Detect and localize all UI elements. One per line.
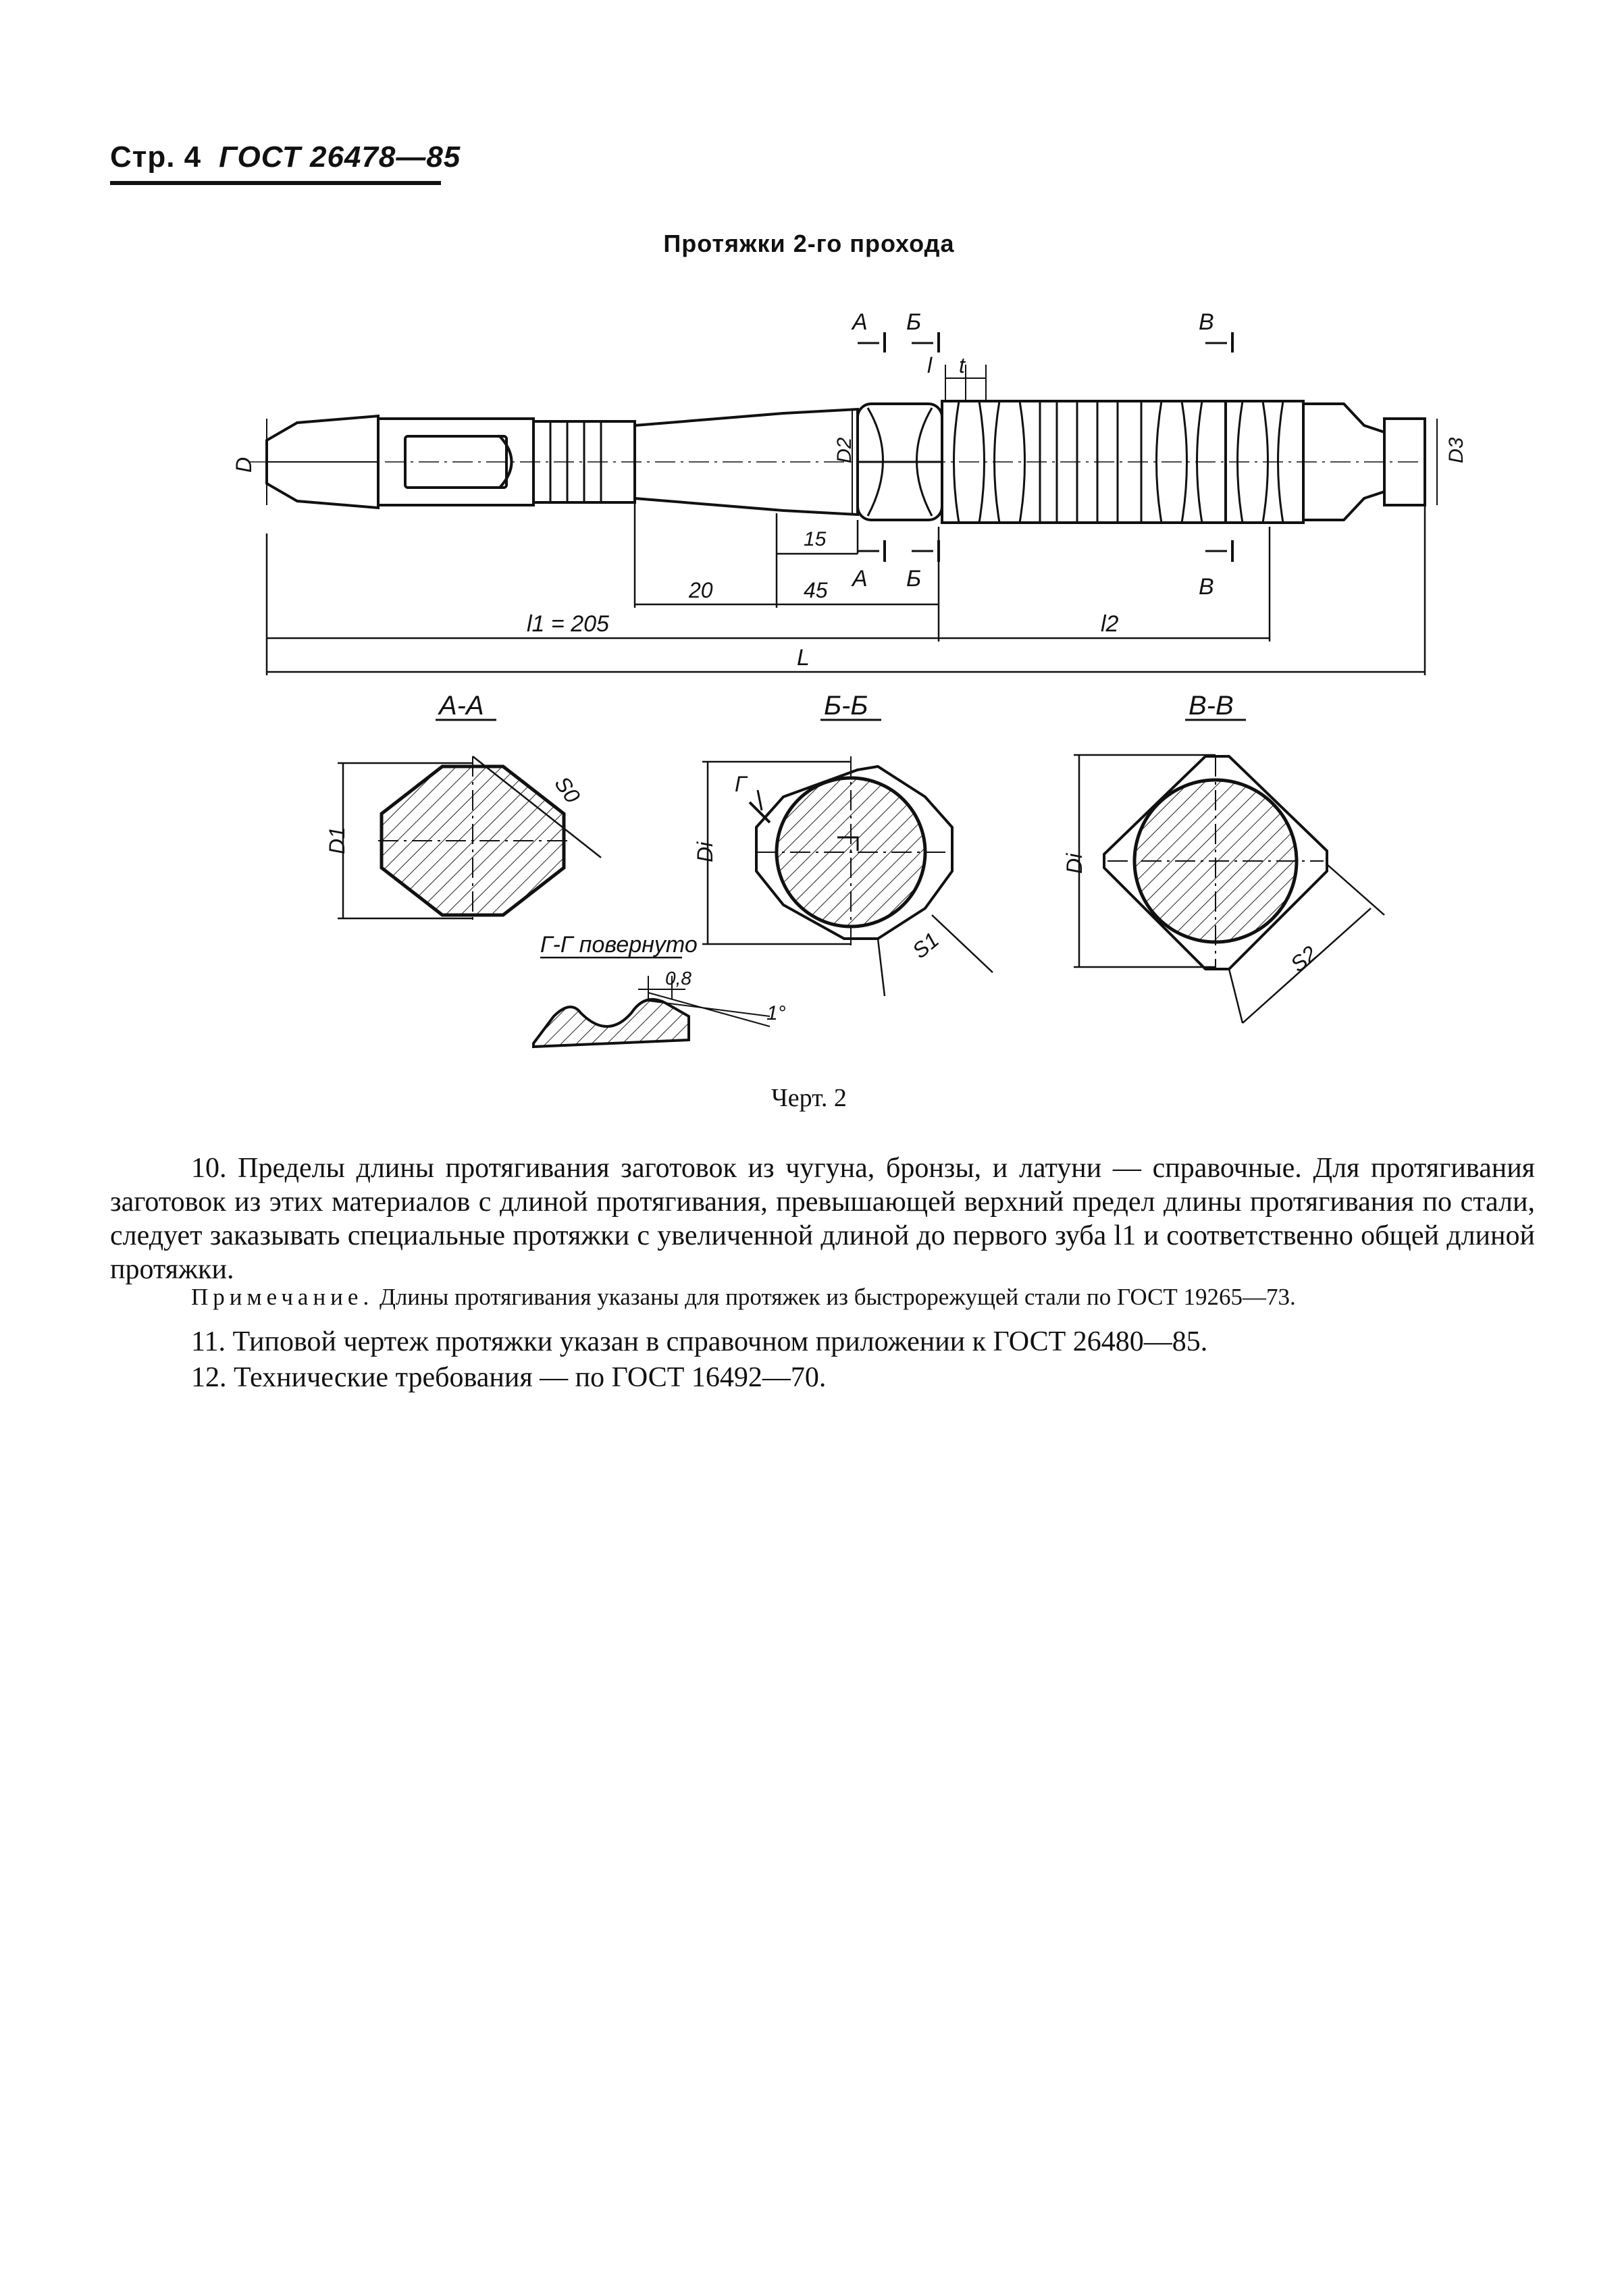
section-vv — [1062, 691, 1384, 1023]
section-aa-dia: D1 — [325, 827, 349, 854]
page-number: Стр. 4 — [110, 140, 202, 174]
mark-a-top: А — [852, 309, 868, 335]
mark-b-top: Б — [906, 309, 922, 335]
note-text: Длины протягивания указаны для протяжек из быстрорежущей стали по ГОСТ 19265—73. — [373, 1284, 1296, 1310]
dim-l2: l2 — [1101, 611, 1119, 637]
section-vv-dia: Di — [1062, 853, 1087, 874]
mark-b-bottom: Б — [906, 566, 922, 592]
section-aa-side: S0 — [550, 772, 585, 808]
label-l-pitch: l — [927, 353, 933, 377]
detail-angle: 1° — [766, 1002, 786, 1024]
label-t-pitch: t — [959, 353, 965, 377]
section-bb-side: S1 — [907, 927, 944, 964]
standard-number: ГОСТ 26478—85 — [219, 140, 461, 174]
dim-45: 45 — [804, 578, 828, 602]
section-marks — [858, 332, 1232, 562]
dim-l1: l1 = 205 — [527, 611, 609, 637]
drawing-title: Протяжки 2-го прохода — [663, 230, 955, 257]
label-D3: D3 — [1445, 437, 1467, 463]
detail-dim: 0,8 — [665, 968, 691, 989]
dimension-lines — [267, 503, 1425, 675]
mark-v-top: В — [1199, 309, 1214, 335]
section-bb-title: Б-Б — [824, 691, 868, 721]
paragraph-11: 11. Типовой чертеж протяжки указан в справочном приложении к ГОСТ 26480—85. — [191, 1326, 1208, 1357]
section-vv-title: В-В — [1189, 691, 1234, 721]
paragraph-10: 10. Пределы длины протягивания заготовок из чугуна, бронзы, и латуни — справочные. Для протягивания заготовок из этих материалов с длиной протягивания, превышающей верхний предел длины протягивания по стали, следует заказывать специальные протяжки с увеличенной длиной до первого зуба l1 и соответственно общей длиной протяжки. — [110, 1153, 1535, 1285]
paragraph-12: 12. Технические требования — по ГОСТ 16492—70. — [191, 1362, 827, 1393]
dim-20: 20 — [689, 578, 713, 602]
label-D2: D2 — [833, 437, 856, 463]
section-bb-dia: Di — [693, 841, 717, 862]
dim-15: 15 — [804, 528, 827, 550]
dim-L: L — [797, 645, 810, 671]
note — [191, 1284, 1535, 1311]
figure-caption: Черт. 2 — [771, 1084, 847, 1112]
section-vv-side: S2 — [1285, 941, 1322, 977]
section-bb-detail-mark: Г — [735, 772, 747, 796]
mark-v-bottom: В — [1199, 574, 1214, 600]
technical-drawing — [0, 0, 1618, 1080]
label-D: D — [232, 456, 256, 473]
mark-a-bottom: А — [852, 566, 868, 592]
note-label: Примечание. — [191, 1284, 374, 1310]
section-bb — [693, 691, 993, 996]
section-aa — [325, 691, 601, 925]
detail-title: Г-Г повернуто — [540, 932, 698, 958]
section-aa-title: А-А — [439, 691, 484, 721]
detail-gg — [533, 932, 786, 1047]
